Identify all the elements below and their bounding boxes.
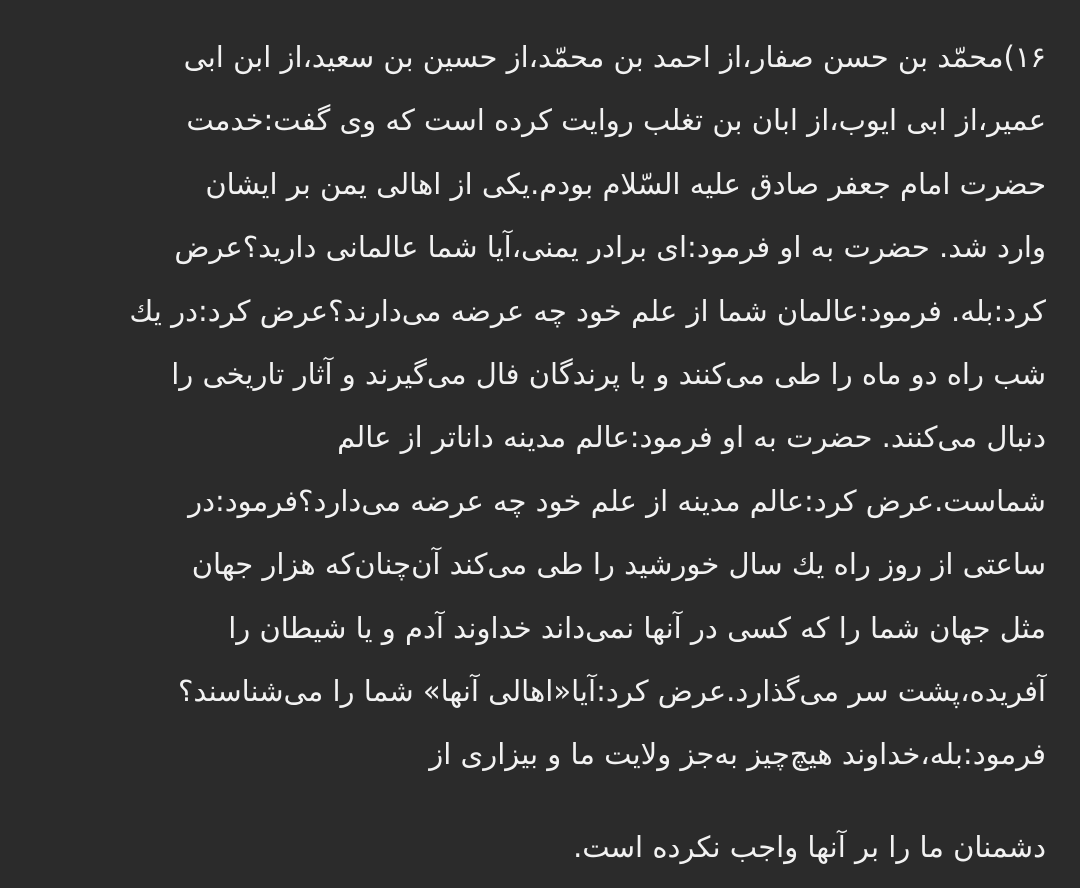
hadith-paragraph <box>36 26 1046 787</box>
text-line: شب راه دو ماه را طى مى‌كنند و با پرندگان فال مى‌گيرند و آثار تاريخى را <box>171 357 1046 392</box>
text-line: كرد:بله. فرمود:عالمان شما از علم خود چه عرضه مى‌دارند؟عرض كرد:در يك <box>129 293 1046 328</box>
text-line: وارد شد. حضرت به او فرمود:اى برادر يمنى،آيا شما عالمانى داريد؟عرض <box>174 230 1046 265</box>
text-line: ساعتى از روز راه يك سال خورشيد را طى مى‌كند آن‌چنان‌كه هزار جهان <box>191 547 1046 582</box>
text-line: شماست.عرض كرد:عالم مدينه از علم خود چه عرضه مى‌دارد؟فرمود:در <box>188 483 1046 518</box>
text-line: عمير،از ابى ايوب،از ابان بن تغلب روايت كرده است كه وى گفت:خدمت <box>186 103 1046 138</box>
closing-paragraph <box>36 816 1046 879</box>
text-line: دشمنان ما را بر آنها واجب نكرده است. <box>573 829 1046 864</box>
text-line: فرمود:بله،خداوند هيچ‌چيز به‌جز ولايت ما و بيزارى از <box>429 737 1046 772</box>
text-line: دنبال مى‌كنند. حضرت به او فرمود:عالم مدينه داناتر از عالم <box>337 420 1046 455</box>
text-line: ۱۶)محمّد بن حسن صفار،از احمد بن محمّد،از حسين بن سعيد،از ابن ابى <box>183 40 1046 74</box>
text-line: مثل جهان شما را كه كسى در آنها نمى‌داند خداوند آدم و يا شيطان را <box>228 610 1046 645</box>
text-line: حضرت امام جعفر صادق عليه السّلام بودم.يكى از اهالى يمن بر ايشان <box>205 166 1046 201</box>
text-line: آفريده،پشت سر مى‌گذارد.عرض كرد:آيا«اهالى آنها» شما را مى‌شناسند؟ <box>178 674 1046 709</box>
